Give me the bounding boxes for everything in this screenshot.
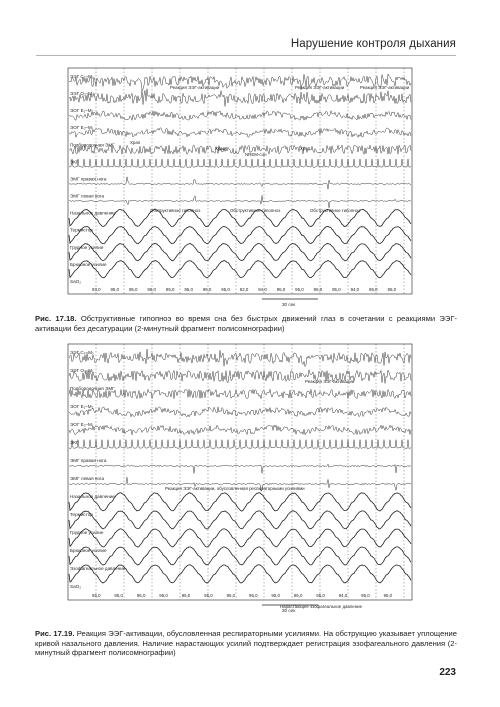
running-header-title: Нарушение контроля дыхания (290, 38, 456, 50)
sao2-value: 94,0 (338, 593, 348, 598)
sao2-value: 95,0 (387, 287, 397, 292)
signal-trace (69, 349, 411, 367)
channel-label: ЭОГ E₂–M₁ (70, 422, 94, 427)
sao2-value: 95,0 (383, 593, 393, 598)
sao2-value: 95,0 (293, 593, 303, 598)
event-annotation: Обструктивное гипопноэ (230, 208, 281, 213)
signal-trace (69, 440, 411, 449)
scale-bar-label: 30 сек (282, 608, 296, 613)
channel-label: ЭОГ E₁–M₂ (70, 108, 94, 114)
caption-text: Реакция ЭЭГ-активации, обусловленная респираторными усилиями. На обструкцию указывает уплощение кривой назального давления. Наличие нарастающих усилий подтверждает регистрация эзофагеального давления (2-минутный фрагмент полисомнографии) (35, 629, 457, 658)
channel-label: ЭЭГ O₂–M₁ (70, 368, 94, 373)
channel-label: Подбородочная ЭМГ (70, 386, 115, 391)
caption-text: Обструктивные гипопноэ во время сна без быстрых движений глаз в сочетании с реакциями ЭЭГ-активации без десатурации (2-минутный фрагмент полисомнографии) (35, 314, 457, 333)
figure-17-18-polysomnogram (60, 62, 420, 314)
event-annotation: Реакция ЭЭГ-активации (305, 379, 355, 384)
sao2-value: 94,0 (258, 287, 267, 292)
event-annotation: Обструктивное гипопноэ (310, 208, 361, 213)
figure-17-19-caption (35, 629, 457, 658)
sao2-value: 95,0 (361, 593, 370, 598)
sao2-value: 95,0 (313, 287, 323, 292)
signal-trace (69, 244, 411, 261)
event-annotation: Храп (300, 146, 311, 151)
signal-trace (69, 529, 411, 547)
signal-trace (69, 128, 411, 138)
channel-label: Грудное усилие (70, 530, 104, 535)
channel-label: ЭКГ (70, 440, 79, 445)
signal-trace (69, 177, 411, 189)
sao2-value: 95,0 (136, 593, 146, 598)
channel-label: ЭМГ левая нога (70, 476, 105, 481)
channel-label: SaO₂ (70, 278, 81, 284)
event-annotation: Храп (130, 140, 141, 145)
sao2-value: 95,0 (369, 287, 378, 292)
sao2-value: 95,0 (204, 593, 213, 598)
channel-label: ЭЭГ C₃–M₂ (70, 74, 94, 79)
figure-17-18-caption (35, 314, 457, 333)
channel-label: ЭМГ левая нога (70, 193, 105, 199)
channel-label: Эзофагеальное давление (70, 566, 126, 571)
sao2-value: 95,0 (181, 593, 191, 598)
signal-trace (69, 89, 411, 107)
caption-label: Рис. 17.18. (35, 314, 77, 323)
event-annotation: Реакция ЭЭГ-активации (170, 85, 220, 90)
channel-label: ЭКГ (70, 159, 79, 165)
signal-trace (69, 425, 411, 435)
event-annotation: Реакция ЭЭГ-активации (360, 85, 410, 90)
caption-label: Рис. 17.19. (35, 629, 75, 638)
sao2-value: 95,0 (226, 593, 236, 598)
signal-trace (69, 111, 411, 121)
sao2-value: 95,0 (128, 287, 138, 292)
event-annotation: Обструктивное гипопноэ (150, 208, 201, 213)
sao2-value: 94,0 (350, 287, 360, 292)
channel-label: ЭЭГ O₂–M₁ (70, 91, 94, 97)
figure-17-19-polysomnogram (60, 342, 420, 617)
sao2-value: 95,0 (332, 287, 341, 292)
sao2-value: 95,0 (249, 593, 258, 598)
sao2-value: 95,0 (276, 287, 286, 292)
channel-label: Назальное давление (70, 494, 115, 499)
sao2-value: 95,0 (271, 593, 280, 598)
channel-label: Назальное давление (70, 210, 115, 216)
event-annotation: Храп (215, 146, 226, 151)
event-annotation: Реакция ЭЭГ-активации, обусловленная респираторными усилиями (165, 486, 305, 491)
scale-bar-label: 30 сек (282, 302, 296, 307)
signal-trace (69, 547, 411, 565)
channel-label: Брюшное усилие (70, 548, 107, 553)
sao2-value: 95,0 (184, 287, 193, 292)
sao2-value: 95,0 (110, 287, 120, 292)
channel-label: ЭОГ E₁–M₂ (70, 404, 94, 409)
event-annotation: Нарастающее эзофагеальное давление (280, 604, 363, 609)
event-annotation: NREM-сон (245, 152, 267, 157)
signal-trace (69, 159, 411, 167)
sao2-value: 92,0 (239, 287, 249, 292)
channel-label: ЭМГ правая нога (70, 176, 107, 182)
channel-label: ЭМГ правая нога (70, 458, 107, 463)
sao2-value: 93,0 (92, 287, 101, 292)
signal-trace (69, 407, 411, 417)
channel-label: Брюшное усилие (70, 261, 107, 267)
sao2-value: 95,0 (114, 593, 123, 598)
channel-label: Подбородочная ЭМГ (70, 142, 115, 148)
sao2-value: 95,0 (295, 287, 304, 292)
signal-trace (69, 370, 411, 384)
sao2-value: 95,0 (221, 287, 230, 292)
channel-label: SaO₂ (70, 584, 81, 589)
header-rule (36, 55, 456, 56)
signal-trace (69, 464, 411, 473)
sao2-value: 95,0 (202, 287, 212, 292)
channel-label: Термистор (70, 227, 93, 233)
page-number: 223 (439, 667, 456, 678)
polysomnogram-2-plot (60, 342, 420, 617)
channel-label: Грудное усилие (70, 244, 104, 250)
sao2-value: 95,0 (147, 287, 156, 292)
channel-label: ЭОГ E₂–M₁ (70, 125, 94, 131)
channel-label: Термистор (70, 512, 93, 517)
event-annotation: Реакция ЭЭГ-активации (295, 85, 345, 90)
channel-label: ЭЭГ C₃–M₂ (70, 350, 94, 355)
signal-trace (69, 195, 411, 207)
sao2-value: 95,0 (316, 593, 325, 598)
signal-trace (69, 493, 411, 511)
signal-trace (69, 226, 411, 244)
signal-trace (69, 511, 411, 529)
signal-trace (69, 145, 411, 154)
sao2-value: 95,0 (92, 593, 101, 598)
signal-trace (69, 261, 411, 278)
sao2-value: 95,0 (159, 593, 168, 598)
plot-frame (68, 344, 412, 600)
signal-trace (69, 389, 411, 399)
polysomnogram-1-plot (60, 62, 420, 314)
sao2-value: 95,0 (165, 287, 175, 292)
